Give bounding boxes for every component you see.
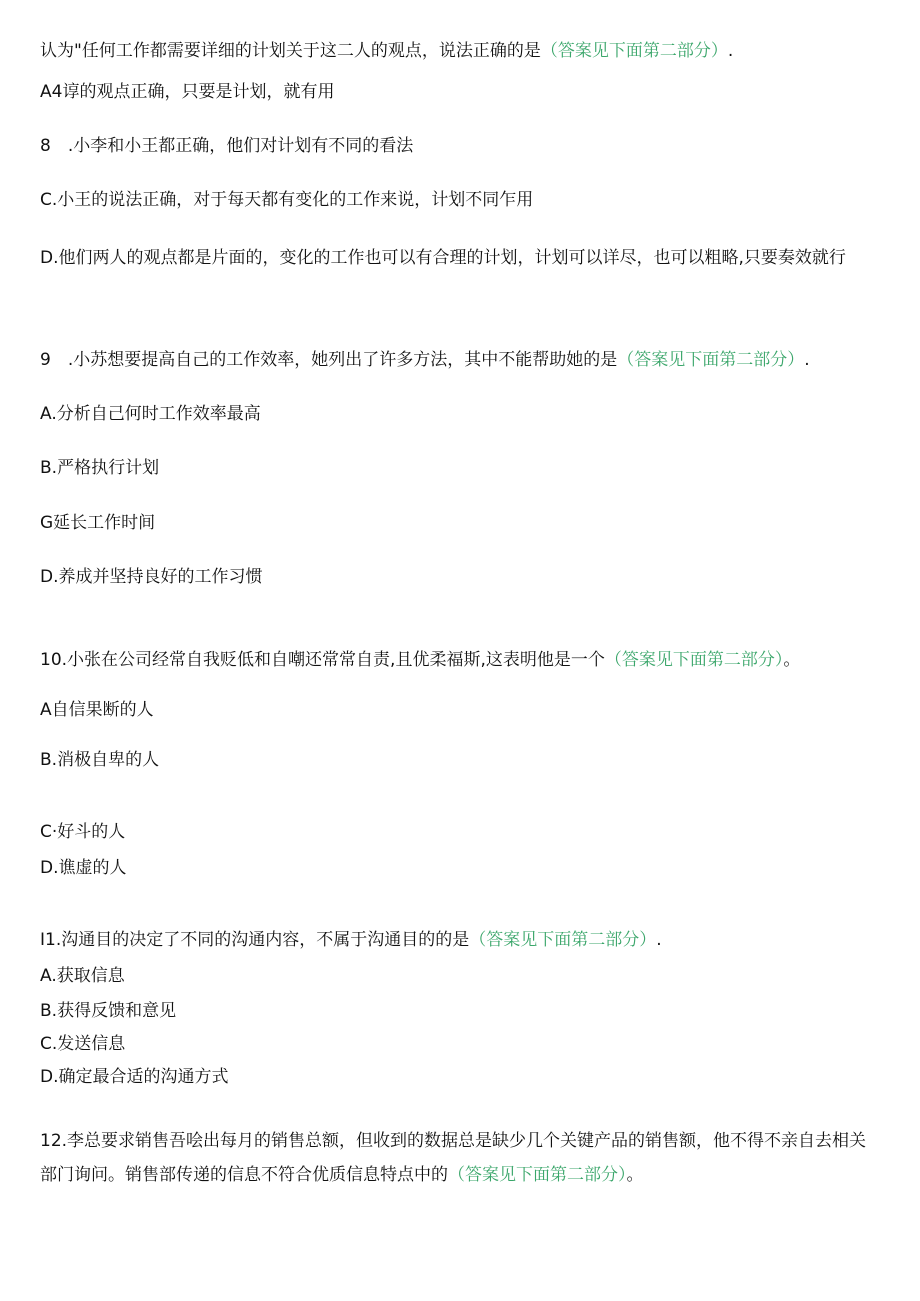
answer-hint: （答案见下面第二部分） bbox=[448, 1165, 627, 1185]
question-12-end: 。 bbox=[626, 1165, 644, 1185]
option-b: B.消极自卑的人 bbox=[40, 750, 160, 770]
question-8-stem bbox=[40, 34, 880, 68]
option-c: G延长工作时间 bbox=[40, 513, 156, 533]
option-a: A.获取信息 bbox=[40, 966, 125, 986]
question-12-text: 12.李总要求销售吾哙出每月的销售总额，但收到的数据总是缺少几个关键产品的销售额，他不得不亲自去相关部门询问。销售部传递的信息不符合优质信息特点中的 bbox=[40, 1131, 867, 1185]
option-d: D.他们两人的观点都是片面的，变化的工作也可以有合理的计划，计划可以详尽，也可以粗略,只要奏效就行 bbox=[40, 248, 846, 268]
question-11-text: I1.沟通目的决定了不同的沟通内容，不属于沟通目的的是 bbox=[40, 930, 470, 950]
question-9-stem bbox=[40, 343, 880, 377]
question-8-end: . bbox=[727, 41, 734, 61]
option-a: A4谆的观点正确，只要是计划，就有用 bbox=[40, 82, 335, 102]
question-9-text: 9 .小苏想要提高自己的工作效率，她列出了许多方法，其中不能帮助她的是 bbox=[40, 350, 618, 370]
question-12-stem bbox=[40, 1124, 880, 1192]
question-10-text: 10.小张在公司经常自我贬低和自嘲还常常自责,且优柔福斯,这表明他是一个 bbox=[40, 650, 605, 670]
answer-hint: （答案见下面第二部分） bbox=[604, 650, 784, 670]
option-c: C.发送信息 bbox=[40, 1034, 126, 1054]
option-c: C.小王的说法正确，对于每天都有变化的工作来说，计划不同乍用 bbox=[40, 190, 534, 210]
option-b: B.严格执行计划 bbox=[40, 458, 160, 478]
question-10-end: 。 bbox=[783, 650, 801, 670]
option-d: D.谯虚的人 bbox=[40, 858, 127, 878]
option-b: 8 .小李和小王都正确，他们对计划有不同的看法 bbox=[40, 136, 414, 156]
question-10-stem bbox=[40, 643, 880, 677]
answer-hint: （答案见下面第二部分） bbox=[617, 350, 805, 370]
option-d: D.养成并坚持良好的工作习惯 bbox=[40, 567, 263, 587]
question-11-end: . bbox=[656, 930, 662, 950]
option-b: B.获得反馈和意见 bbox=[40, 1001, 177, 1021]
option-a: A自信果断的人 bbox=[40, 700, 154, 720]
question-9-end: . bbox=[804, 350, 810, 370]
question-8-text: 认为"任何工作都需要详细的计划关于这二人的观点，说法正确的是 bbox=[40, 41, 541, 61]
answer-hint: （答案见下面第二部分） bbox=[540, 41, 728, 61]
option-d: D.确定最合适的沟通方式 bbox=[40, 1067, 229, 1087]
answer-hint: （答案见下面第二部分） bbox=[469, 930, 657, 950]
question-11-stem bbox=[40, 923, 880, 957]
option-a: A.分析自己何时工作效率最高 bbox=[40, 404, 261, 424]
option-c: C·好斗的人 bbox=[40, 822, 126, 842]
